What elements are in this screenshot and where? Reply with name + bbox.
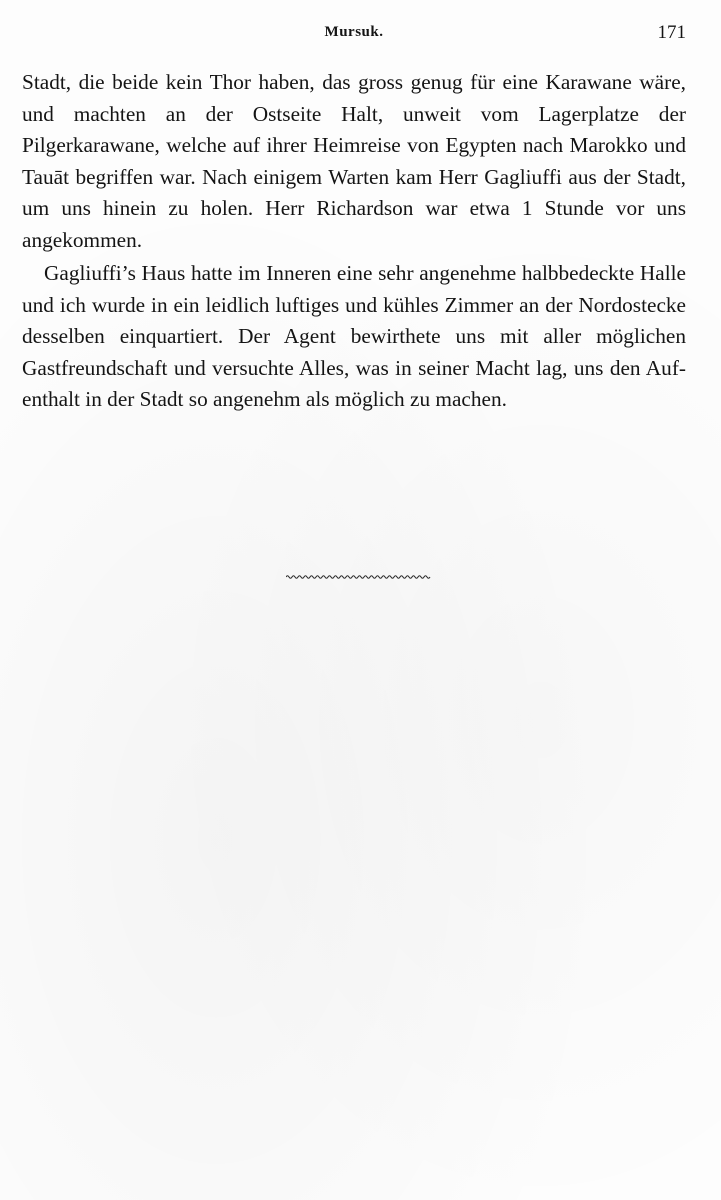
wavy-rule-svg (286, 572, 432, 582)
body-text (22, 67, 686, 416)
running-title: Mursuk. (324, 24, 384, 40)
running-head (22, 22, 686, 46)
wavy-rule-icon (286, 572, 432, 582)
paragraph-2: Gagliuffi’s Haus hatte im Inneren eine sehr angenehme halbbedeckte Halle und ich wurde in ein leidlich luftiges und kühles Zimmer an der Nordostecke desselben einquartiert. Der Agent bewirthete uns mit aller möglichen Gastfreundschaft und versuchte Alles, was in seiner Macht lag, uns den Aufenthalt in der Stadt so angenehm als möglich zu machen. (22, 261, 686, 411)
paragraph-1: Stadt, die beide kein Thor haben, das gross genug für eine Karawane wäre, und machten an der Ostseite Halt, unweit vom Lagerplatze der Pilgerkarawane, welche auf ihrer Heimreise von Egypten nach Marokko und Tauāt begriffen war. Nach einigem Warten kam Herr Gagliuffi aus der Stadt, um uns hinein zu holen. Herr Richardson war etwa 1 Stunde vor uns angekommen. (22, 70, 686, 252)
wavy-rule-line (286, 576, 430, 579)
page-number: 171 (657, 22, 686, 43)
